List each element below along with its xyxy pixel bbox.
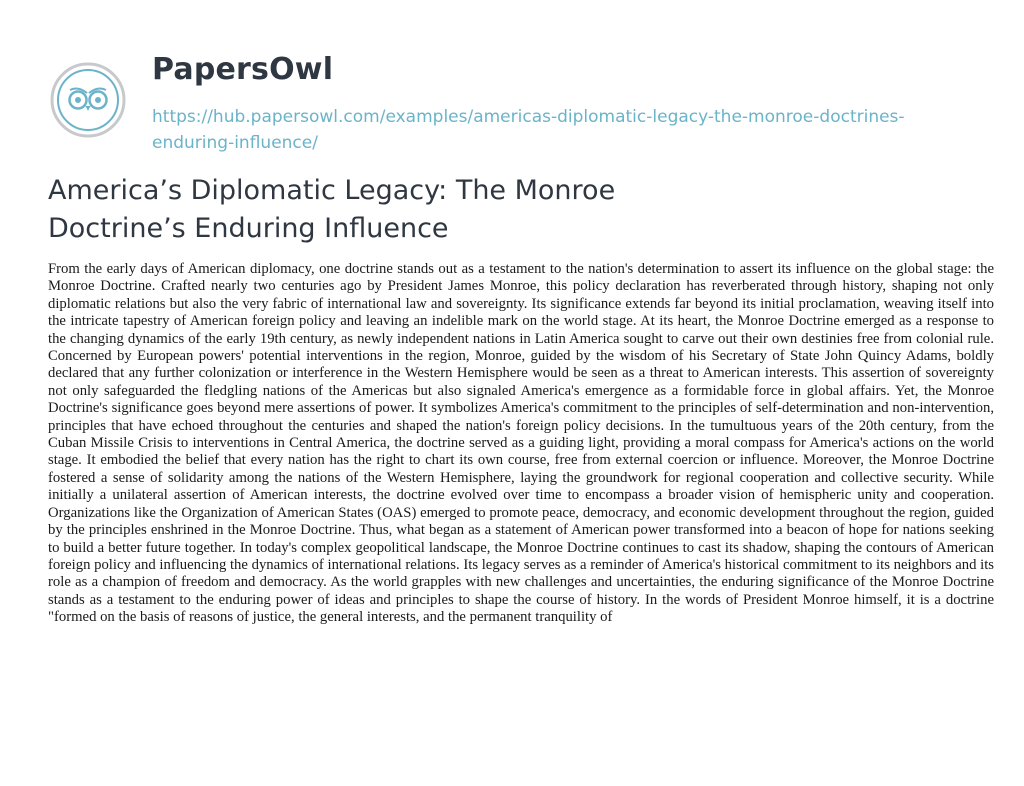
article-title: America’s Diplomatic Legacy: The Monroe Doctrine’s Enduring Influence — [48, 175, 616, 244]
owl-logo-icon — [48, 60, 128, 140]
source-url-line1: https://hub.papersowl.com/examples/americas-diplomatic-legacy-the-monroe-doctrines- — [152, 107, 905, 127]
brand-name: PapersOwl — [152, 52, 334, 87]
header — [48, 48, 978, 160]
source-url-link[interactable] — [152, 104, 912, 156]
article-body: From the early days of American diplomacy, one doctrine stands out as a testament to the nation's determination to assert its influence on the global stage: the Monroe Doctrine. Crafted nearly two centuries ago by President James Monroe, this policy declaration has reverberated through history, shaping not only diplomatic relations but also the very fabric of international law and sovereignty. Its significance extends far beyond its initial proclamation, weaving itself into the intricate tapestry of American foreign policy and leaving an indelible mark on the world stage. At its heart, the Monroe Doctrine emerged as a response to the changing dynamics of the early 19th century, as newly independent nations in Latin America sought to carve out their own destinies free from colonial rule. Concerned by European powers' potential interventions in the region, Monroe, guided by the wisdom of his Secretary of State John Quincy Adams, boldly declared that any further colonization or interference in the Western Hemisphere would be seen as a threat to American interests. This assertion of sovereignty not only safeguarded the fledgling nations of the Americas but also signaled America's emergence as a formidable force in global affairs. Yet, the Monroe Doctrine's significance goes beyond mere assertions of power. It symbolizes America's commitment to the principles of self-determination and non-intervention, principles that have echoed throughout the centuries and shaped the nation's foreign policy decisions. In the tumultuous years of the 20th century, from the Cuban Missile Crisis to interventions in Central America, the doctrine served as a guiding light, providing a moral compass for America's actions on the world stage. It embodied the belief that every nation has the right to chart its own course, free from external coercion or influence. Moreover, the Monroe Doctrine fostered a sense of solidarity among the nations of the Western Hemisphere, laying the groundwork for regional cooperation and collective security. While initially a unilateral assertion of American interests, the doctrine evolved over time to encompass a broader vision of hemispheric unity and cooperation. Organizations like the Organization of American States (OAS) emerged to promote peace, democracy, and economic development throughout the region, guided by the principles enshrined in the Monroe Doctrine. Thus, what began as a statement of American power transformed into a beacon of hope for nations seeking to build a better future together. In today's complex geopolitical landscape, the Monroe Doctrine continues to cast its shadow, shaping the contours of American foreign policy and influencing the dynamics of international relations. Its legacy serves as a reminder of America's historical commitment to its neighbors and its role as a champion of freedom and democracy. As the world grapples with new challenges and uncertainties, the enduring significance of the Monroe Doctrine stands as a testament to the enduring power of ideas and principles to shape the course of history. In the words of President Monroe himself, it is a doctrine "formed on the basis of reasons of justice, the general interests, and the permanent tranquility of — [48, 261, 994, 626]
source-url-line2: enduring-influence/ — [152, 133, 318, 153]
